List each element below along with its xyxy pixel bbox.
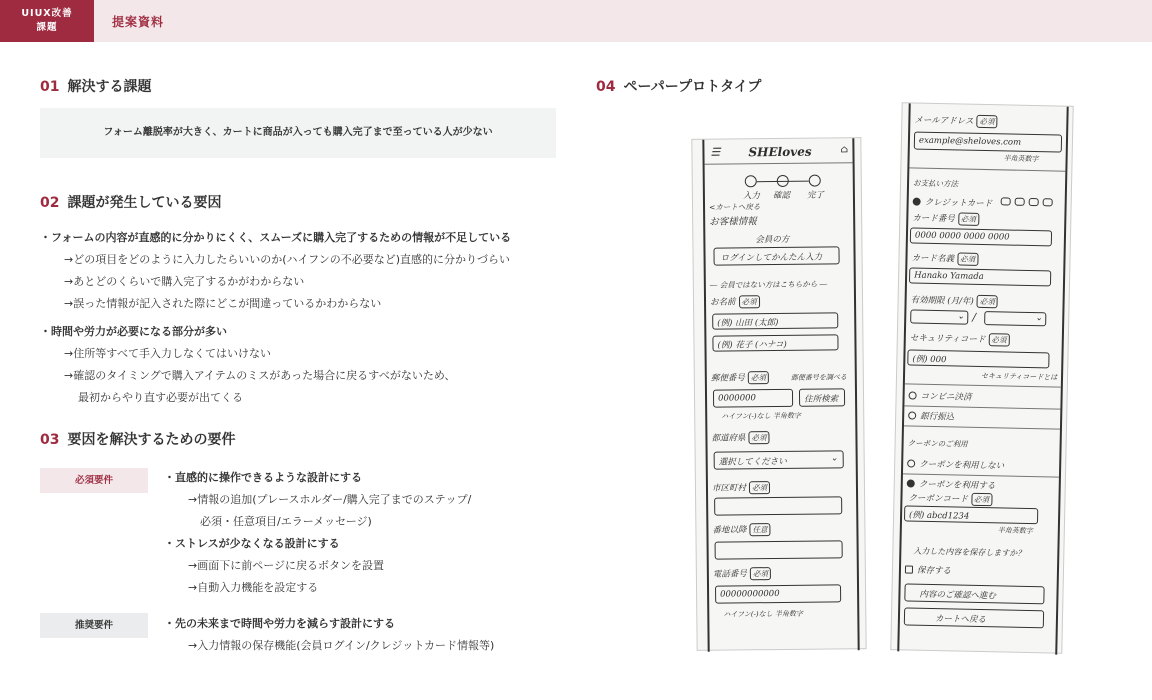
paper-prototype-sheet-1	[691, 137, 866, 651]
chevron-down-icon: ⌄	[830, 453, 838, 464]
card-number-label-text: カード番号	[912, 213, 955, 225]
cvc-label-text: セキュリティコード	[909, 333, 986, 346]
pref-label-text: 都道府県	[711, 433, 746, 444]
cvc-input	[907, 349, 1049, 368]
card-logo-icon	[1015, 198, 1025, 206]
section-heading-01	[40, 76, 151, 96]
customer-heading: お客様情報	[709, 216, 757, 228]
coupon-yes-option: クーポンを利用する	[918, 479, 996, 492]
section-number: 02	[40, 195, 60, 211]
section-heading-03	[40, 429, 235, 449]
building-input	[715, 540, 843, 559]
expiry-label	[910, 293, 997, 308]
recommended-requirement-label: 推奨要件	[40, 613, 148, 638]
placeholder: (例) 000	[912, 354, 947, 366]
pref-label	[711, 431, 769, 445]
required-tag: 必須	[748, 431, 769, 444]
login-button-label: ログインしてかんたん入力	[720, 252, 823, 264]
paper-prototype-sheet-2	[890, 102, 1073, 653]
button-label: カートへ戻る	[934, 614, 987, 626]
required-tag: 必須	[977, 295, 998, 308]
optional-tag: 任意	[749, 523, 770, 536]
step-dot	[745, 175, 757, 187]
step-dot	[809, 175, 821, 187]
mail-hint: 半角英数字	[1003, 154, 1039, 164]
card-name-input	[909, 267, 1051, 286]
placeholder: 0000 0000 0000 0000	[914, 230, 1010, 243]
badge-line1: UIUX改善	[21, 8, 73, 19]
must-requirement-label: 必須要件	[40, 468, 148, 493]
button-label: 住所検索	[804, 394, 839, 405]
requirement-item: 必須・任意項目/エラーメッセージ)	[200, 515, 372, 528]
expiry-year-select	[984, 311, 1046, 326]
section-heading-02	[40, 192, 221, 212]
chevron-down-icon: ⌄	[1035, 313, 1043, 324]
placeholder: Hanako Yamada	[914, 270, 984, 283]
tel-label-text: 電話番号	[712, 569, 747, 580]
city-label-text: 市区町村	[711, 483, 747, 494]
placeholder: (例) 花子 (ハナコ)	[717, 339, 787, 351]
save-option: 保存する	[916, 565, 952, 577]
card-number-label	[912, 212, 979, 226]
pref-select	[714, 450, 844, 469]
placeholder: 0000000	[717, 393, 756, 404]
section-title: 要因を解決するための要件	[67, 432, 236, 448]
factor-heading: ・フォームの内容が直感的に分かりにくく、スムーズに購入完了するための情報が不足している	[40, 231, 512, 244]
address-search-button	[799, 388, 845, 406]
logo: SHEloves	[748, 144, 812, 160]
requirement-item: →情報の追加(プレースホルダー/購入完了までのステップ/	[188, 493, 472, 506]
placeholder: (例) 山田 (太郎)	[717, 318, 779, 329]
factor-item: →住所等すべて手入力しなくてはいけない	[64, 347, 271, 360]
card-number-input	[910, 227, 1052, 246]
required-tag: 必須	[749, 481, 770, 494]
mail-label	[914, 114, 997, 129]
required-tag: 必須	[748, 371, 769, 384]
coupon-code-input	[904, 505, 1038, 524]
coupon-code-label	[908, 491, 992, 506]
name-label-text: お名前	[709, 297, 736, 308]
requirement-item: ・ストレスが少なくなる設計にする	[164, 537, 340, 550]
section-title: ペーパープロトタイプ	[623, 79, 762, 95]
requirement-item: ・直感的に操作できるような設計にする	[164, 471, 362, 484]
expiry-label-text: 有効期限 (月/年)	[910, 295, 974, 307]
coupon-label: クーポンのご利用	[907, 438, 968, 449]
checkbox-icon	[905, 565, 913, 573]
placeholder: example@sheloves.com	[918, 135, 1022, 148]
login-button	[713, 246, 839, 265]
credit-option: クレジットカード	[924, 197, 993, 210]
placeholder: 00000000000	[720, 589, 780, 600]
tel-input	[715, 584, 841, 603]
card-name-label	[911, 251, 978, 265]
required-tag: 必須	[957, 252, 978, 265]
zip-input	[713, 389, 793, 408]
document-title: 提案資料	[112, 15, 165, 29]
factor-item: →誤った情報が記入された際にどこが間違っているかわからない	[64, 297, 382, 310]
tel-label	[713, 567, 771, 581]
bank-option: 銀行振込	[920, 411, 955, 423]
card-logo-icon	[1001, 197, 1011, 205]
step-label: 入力	[742, 191, 760, 202]
section-title: 解決する課題	[67, 79, 152, 95]
issue-box: フォーム離脱率が大きく、カートに商品が入っても購入完了まで至っている人が少ない	[40, 108, 556, 158]
factor-item: →あとどのくらいで購入完了するかがわからない	[64, 275, 305, 288]
required-tag: 必須	[976, 115, 997, 128]
name-label	[710, 295, 760, 309]
factor-heading: ・時間や労力が必要になる部分が多い	[40, 325, 227, 338]
tel-hint: ハイフン(-)なし 半角数字	[723, 609, 803, 619]
zip-note: 郵便番号を調べる	[790, 373, 847, 382]
category-badge	[0, 0, 94, 42]
required-tag: 必須	[750, 567, 771, 580]
back-link: <カートへ戻る	[708, 202, 761, 212]
placeholder: (例) abcd1234	[908, 510, 970, 522]
requirement-item: →自動入力機能を設定する	[188, 581, 319, 594]
nonmember-label: ― 会員ではない方はこちらから ―	[709, 279, 828, 290]
expiry-month-select	[910, 309, 968, 324]
section-number: 01	[40, 79, 60, 95]
card-name-label-text: カード名義	[911, 253, 955, 265]
city-label	[712, 481, 770, 495]
member-label: 会員の方	[755, 234, 790, 246]
section-heading-04	[596, 76, 761, 96]
back-to-cart-button	[904, 607, 1044, 628]
chevron-down-icon: ⌄	[957, 311, 965, 322]
coupon-hint: 半角英数字	[997, 526, 1033, 536]
step-label: 完了	[806, 190, 824, 201]
name-kana-input	[712, 334, 838, 351]
building-label-text: 番地以降	[712, 525, 747, 536]
coupon-no-option: クーポンを利用しない	[919, 459, 1005, 472]
button-label: 内容のご確認へ進む	[919, 589, 997, 602]
mail-input	[914, 132, 1062, 153]
building-label	[712, 523, 770, 537]
mail-label-text: メールアドレス	[914, 115, 974, 127]
section-title: 課題が発生している要因	[67, 195, 222, 211]
zip-label-text: 郵便番号	[710, 373, 745, 384]
requirement-item: →画面下に前ページに戻るボタンを設置	[188, 559, 384, 572]
zip-hint: ハイフン(-)なし 半角数字	[721, 411, 801, 421]
badge-line2: 課題	[36, 22, 58, 33]
confirm-button	[904, 583, 1044, 604]
city-input	[714, 496, 842, 515]
required-tag: 必須	[958, 212, 979, 225]
cvc-label	[910, 331, 1010, 346]
card-logo-icon	[1043, 198, 1053, 206]
step-label: 確認	[772, 190, 790, 202]
slash-separator: /	[972, 310, 977, 324]
cart-icon: ⌂	[840, 144, 849, 156]
hamburger-icon: ☰	[710, 145, 721, 159]
factor-item: →確認のタイミングで購入アイテムのミスがあった場合に戻るすべがないため、	[64, 369, 456, 382]
top-bar	[0, 0, 1152, 42]
factor-item: →どの項目をどのように入力したらいいのか(ハイフンの不必要など)直感的に分かりづらい	[64, 253, 511, 266]
required-tag: 必須	[738, 295, 759, 308]
section-number: 03	[40, 432, 60, 448]
placeholder: 選択してください	[718, 456, 787, 468]
zip-label	[711, 371, 769, 385]
convenience-option: コンビニ決済	[920, 391, 972, 403]
name-input	[712, 312, 838, 329]
factor-item: 最初からやり直す必要が出てくる	[78, 391, 243, 404]
section-number: 04	[596, 79, 616, 95]
required-tag: 必須	[971, 493, 992, 506]
cvc-help-link: セキュリティコードとは	[980, 371, 1058, 382]
save-question: 入力した内容を保存しますか？	[913, 546, 1026, 558]
payment-label: お支払い方法	[912, 178, 959, 189]
coupon-code-label-text: クーポンコード	[908, 493, 969, 505]
card-logo-icon	[1029, 198, 1039, 206]
requirement-item: →入力情報の保存機能(会員ログイン/クレジットカード情報等)	[188, 639, 495, 652]
requirement-item: ・先の未来まで時間や労力を減らす設計にする	[164, 617, 395, 630]
required-tag: 必須	[988, 333, 1009, 346]
